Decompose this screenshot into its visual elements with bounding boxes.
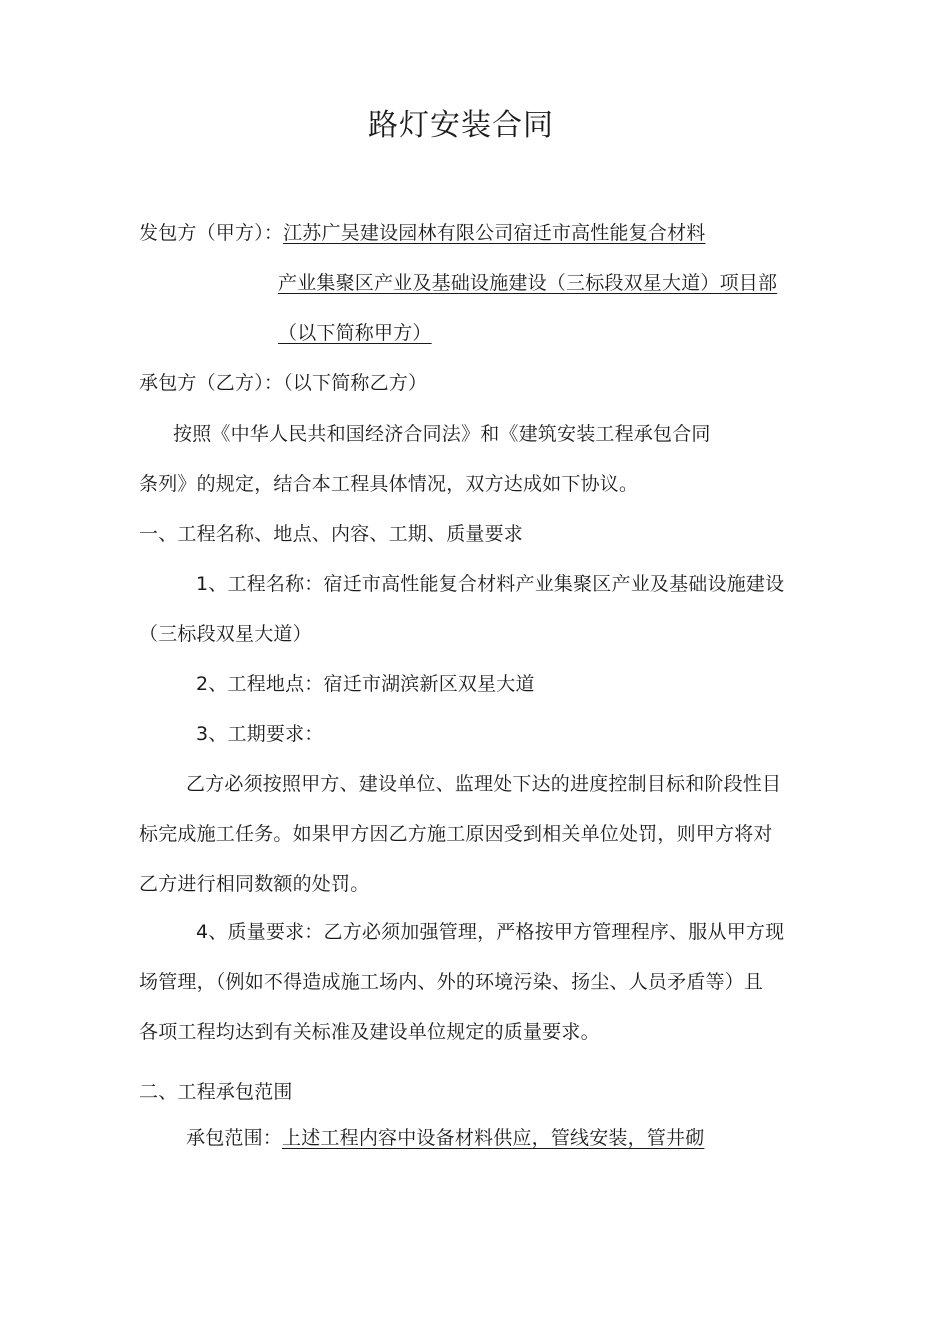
intro-line-2: 条列》的规定，结合本工程具体情况，双方达成如下协议。 [139, 473, 639, 495]
item-3-body-line-2: 标完成施工任务。如果甲方因乙方施工原因受到相关单位处罚，则甲方将对 [139, 823, 773, 845]
document-title: 路灯安装合同 [368, 108, 554, 143]
section-1-heading: 一、工程名称、地点、内容、工期、质量要求 [139, 523, 524, 545]
section-2-heading: 二、工程承包范围 [139, 1081, 293, 1103]
item-3-heading: 3、工期要求： [196, 723, 324, 745]
party-b-abbrev: （以下简称乙方） [283, 372, 428, 394]
party-b-label: 承包方（乙方）： [139, 372, 284, 394]
item-4-line-3: 各项工程均达到有关标准及建设单位规定的质量要求。 [139, 1021, 600, 1043]
party-a-abbrev: （以下简称甲方） [278, 322, 432, 344]
party-b-line [139, 371, 427, 395]
party-a-name-continued: 产业集聚区产业及基础设施建设（三标段双星大道）项目部 [278, 272, 778, 294]
scope-label: 承包范围： [186, 1127, 283, 1149]
scope-value: 上述工程内容中设备材料供应，管线安装，管井砌 [282, 1127, 705, 1149]
scope-line [186, 1126, 704, 1150]
item-4-line-2: 场管理，（例如不得造成施工场内、外的环境污染、扬尘、人员矛盾等）且 [139, 971, 764, 993]
item-1-line-1: 1、工程名称：宿迁市高性能复合材料产业集聚区产业及基础设施建设 [196, 573, 785, 595]
party-a-name: 江苏广吴建设园林有限公司宿迁市高性能复合材料 [283, 222, 706, 244]
party-a-line [139, 221, 706, 245]
item-2: 2、工程地点：宿迁市湖滨新区双星大道 [196, 673, 535, 695]
item-4-line-1: 4、质量要求：乙方必须加强管理，严格按甲方管理程序、服从甲方现 [196, 921, 785, 943]
intro-line-1: 按照《中华人民共和国经济合同法》和《建筑安装工程承包合同 [173, 423, 711, 445]
party-a-label: 发包方（甲方）： [139, 222, 284, 244]
item-3-body-line-1: 乙方必须按照甲方、建设单位、监理处下达的进度控制目标和阶段性目 [186, 773, 782, 795]
item-1-line-2: （三标段双星大道） [139, 623, 312, 645]
item-3-body-line-3: 乙方进行相同数额的处罚。 [139, 873, 370, 895]
